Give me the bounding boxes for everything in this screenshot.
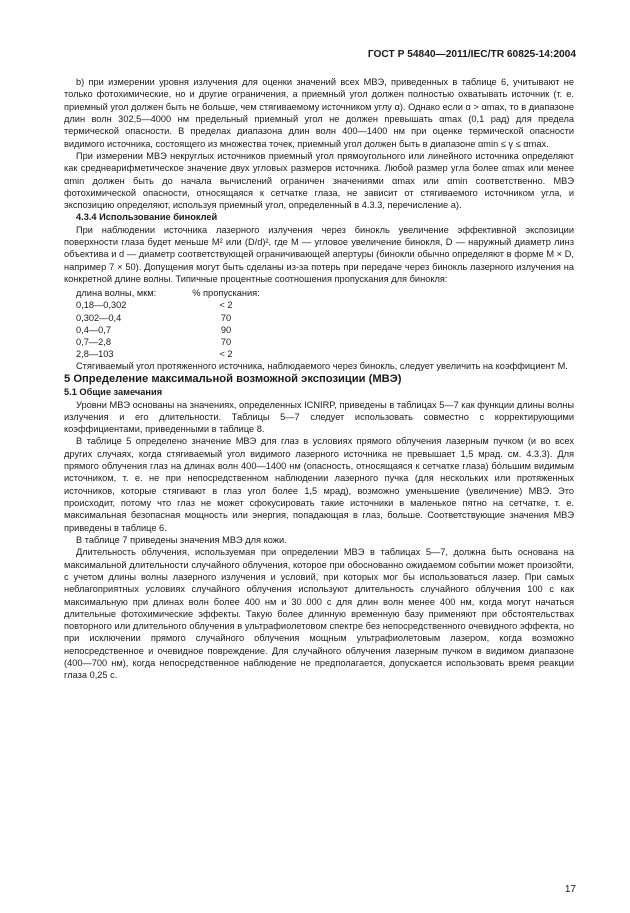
page-number: 17: [564, 884, 576, 895]
heading-4-3-4: 4.3.4 Использование биноклей: [76, 212, 218, 223]
table-row: [76, 336, 574, 348]
table-cell-transmission: 70: [220, 336, 232, 347]
table-cell-wavelength: 0,302—0,4: [76, 312, 122, 323]
paragraph-table-5: В таблице 5 определено значение МВЭ для глаз в условиях прямого облучения лазерным пучком (и во всех других случаях, когда стягиваемый угол видимого лазерного источника не превышает 1,5 мрад. см. 4.3.3). Для прямого облучения глаз на длинах волн 400—1400 нм (опасность, относящаяся к сетчатке глаза) бо́льшим видимым источником, т. е. не при непосредственном наблюдении лазерного пучка (для нескольких или протяженных источников, которые стягивают в глаз угол более 1,5 мрад), возможно уменьшение (увеличение) МВЭ. Это происходит, потому что глаз не может сфокусировать такие источники в маленькое пятно на сетчатке, т. е. максимальная безопасная мощность или энергия, попадающая в глаз, больше. Соответствующие значения МВЭ приведены в таблице 6.: [64, 436, 574, 533]
heading-5-1: 5.1 Общие замечания: [64, 387, 163, 398]
table-row: [76, 299, 574, 311]
paragraph-binoculars: При наблюдении источника лазерного излучения через бинокль увеличение эффективной экспозиции поверхности глаза будет меньше M² или (D/d)², где M — угловое увеличение бинокля, D — наружный диаметр линз объектива и d — диаметр соответствующей ограничивающей апертуры (бинокли обычно определяют в форме M × D, например 7 × 50). Допущения могут быть сделаны из-за потерь при передаче через бинокль лазерного излучения на конкретной длине волны. Типичные процентные соотношения пропускания для бинокля:: [64, 224, 574, 284]
col-header-wavelength: длина волны, мкм:: [76, 288, 157, 299]
document-body: [64, 76, 574, 682]
table-row: [76, 312, 574, 324]
paragraph-table-7: В таблице 7 приведены значения МВЭ для кожи.: [76, 534, 287, 545]
table-cell-wavelength: 2,8—103: [76, 348, 114, 359]
table-cell-wavelength: 0,18—0,302: [76, 300, 127, 311]
table-cell-transmission: 70: [220, 312, 232, 323]
transmission-table: [76, 287, 574, 360]
paragraph-exposure-duration: Длительность облучения, используемая при определении МВЭ в таблицах 5—7, должна быть основана на максимальной длительности случайного облучения, которое при обоснованно ожидаемом событии может произойти, с учетом длины волны лазерного излучения и условий, при которых мог бы использоваться лазер. При самых неблагоприятных условиях случайного облучения используют длительность случайного облучения 100 с как максимальную при длинах волн более 400 нм и 30 000 с для длин волн менее 400 нм, когда могут начаться длительные фотохимические эффекты. Такую более длинную временную базу применяют при обстоятельствах повторного или длительного облучения в ультрафиолетовом спектре без непосредственного очевидного эффекта, но при исключении прямого случайного облучения мощным ультрафиолетовым лазером, когда возможно непосредственное и очевидное повреждение. Для случайного облучения лазерным пучком в видимом диапазоне (400—700 нм), когда непосредственное наблюдение не предполагается, допускается использовать время реакции глаза 0,25 с.: [64, 547, 574, 681]
paragraph-binocular-angle: Стягиваемый угол протяженного источника, наблюдаемого через бинокль, следует увеличить на коэффициент M.: [76, 360, 568, 371]
table-cell-transmission: 90: [220, 324, 232, 335]
table-row: [76, 348, 574, 360]
heading-section-5: 5 Определение максимальной возможной экспозиции (МВЭ): [64, 373, 402, 386]
paragraph-b: b) при измерении уровня излучения для оценки значений всех МВЭ, приведенных в таблице 6, учитывают не только фотохимические, но и другие ограничения, а приемный угол должен полностью охватывать источник (т. е. приемный угол должен быть не больше, чем стягиваемому источником углу α). Однако если α > αmax, то в диапазоне длин волн 302,5—4000 нм предельный приемный угол не должен превышать αmax (0,1 рад) для предела термической опасности. В пределах диапазона длин волн 400—1400 нм при оценке термической опасности видимого источника, состоящего из множества точек, приемный угол должен быть в диапазоне αmin ≤ γ ≤ αmax.: [64, 77, 574, 149]
table-cell-wavelength: 0,7—2,8: [76, 336, 111, 347]
paragraph-mpe-levels: Уровни МВЭ основаны на значениях, определенных ICNIRP, приведены в таблицах 5—7 как функции длины волны излучения и его длительности. Таблицы 5—7 следует использовать совместно с корректирующими коэффициентами, приведенными в таблице 8.: [64, 399, 574, 435]
table-cell-transmission: < 2: [219, 348, 233, 359]
standard-header: ГОСТ Р 54840—2011/IEC/TR 60825-14:2004: [367, 49, 576, 60]
table-cell-wavelength: 0,4—0,7: [76, 324, 111, 335]
table-header-row: [76, 287, 574, 299]
table-row: [76, 324, 574, 336]
table-cell-transmission: < 2: [219, 300, 233, 311]
paragraph-noncircular: При измерении МВЭ некруглых источников приемный угол прямоугольного или линейного источника определяют как среднеарифметическое значение двух угловых размеров источника. Любой размер угла более αmax или менее αmin должен быть до начала вычислений ограничен значениями αmax или αmin соответственно. МВЭ фотохимической опасности, относящаяся к сетчатке глаза, не зависит от стягиваемого источником угла, и экспозицию определяют, используя приемный угол, определенный в 4.3.3, перечисление а).: [64, 150, 574, 211]
col-header-transmission: % пропускания:: [192, 288, 260, 299]
